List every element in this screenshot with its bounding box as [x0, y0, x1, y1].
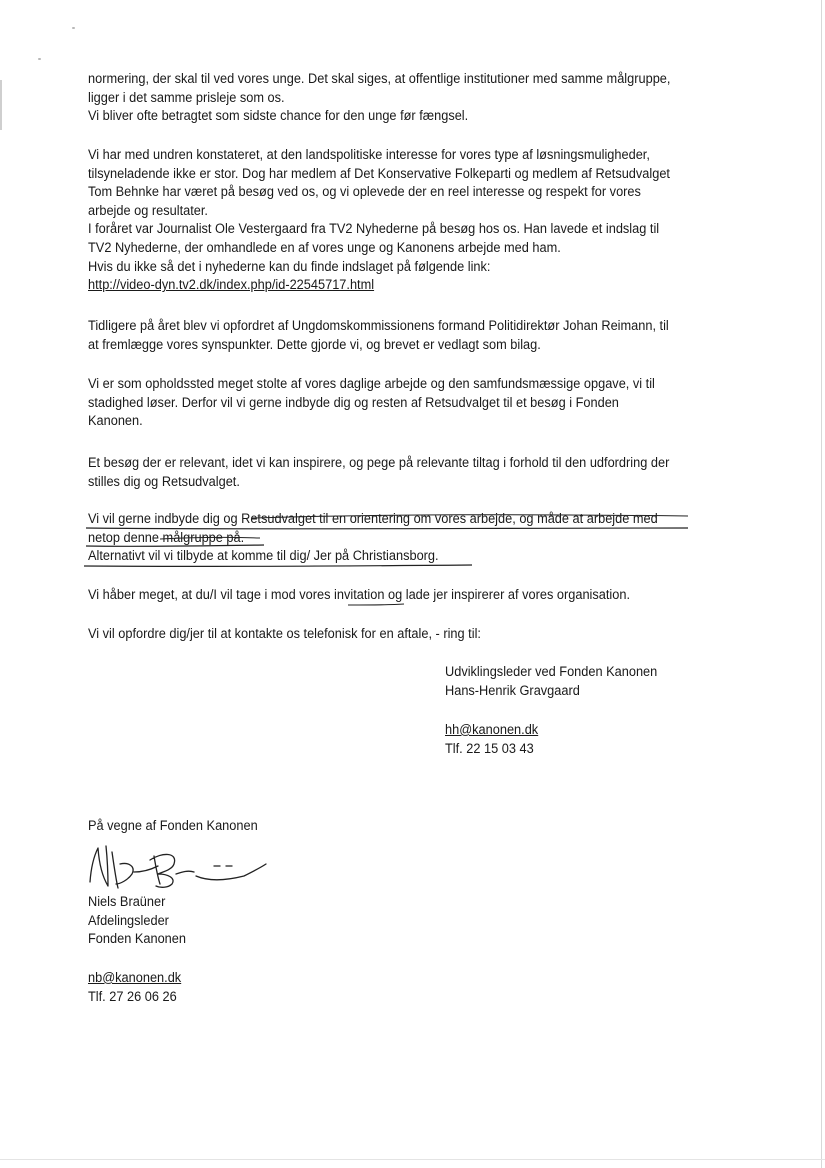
paragraph-invitation	[88, 375, 664, 431]
text-line: Kanonen.	[88, 413, 143, 430]
tv2-video-link[interactable]: http://video-dyn.tv2.dk/index.php/id-22545717.html	[88, 277, 375, 294]
scan-edge	[0, 1159, 825, 1160]
signatory-name: Niels Braüner	[88, 894, 166, 910]
signatory-block	[88, 893, 664, 949]
paragraph-commission	[88, 317, 669, 354]
contact-email-link[interactable]: hh@kanonen.dk	[445, 722, 539, 738]
paragraph-hope	[88, 586, 664, 605]
text-line: Vi vil gerne indbyde dig og Retsudvalget til en orientering om vores arbejde, og måde at arbejde med	[88, 511, 658, 527]
scan-speck	[38, 58, 41, 60]
signature	[90, 846, 266, 888]
signatory-role: Afdelingsleder	[88, 912, 169, 929]
contact-phone: Tlf. 22 15 03 43	[445, 740, 534, 757]
signatory-phone: Tlf. 27 26 06 26	[88, 988, 177, 1005]
text-line: normering, der skal til ved vores unge. Det skal siges, at offentlige institutioner med samme målgruppe,	[88, 71, 671, 87]
contact-name: Hans-Henrik Gravgaard	[445, 682, 580, 699]
text-line: I foråret var Journalist Ole Vestergaard fra TV2 Nyhederne på besøg hos os. Han lavede et indslag til	[88, 221, 660, 238]
text-line: Tom Behnke har været på besøg ved os, og vi oplevede der en reel interesse og respekt for vores	[88, 184, 641, 201]
closing-line	[88, 817, 664, 836]
text-line: Vi har med undren konstateret, at den landspolitiske interesse for vores type af løsningsmuligheder,	[88, 147, 650, 163]
paragraph-political-interest	[88, 146, 670, 295]
text-line: stilles dig og Retsudvalget.	[88, 473, 240, 490]
paragraph-call-to-action	[88, 625, 664, 644]
scan-edge	[0, 80, 2, 130]
text-line: TV2 Nyhederne, der omhandlede en af vores unge og Kanonens arbejde med ham.	[88, 239, 561, 256]
contact-block	[445, 663, 657, 700]
text-line: ligger i det samme prisleje som os.	[88, 89, 285, 106]
text-line: Tidligere på året blev vi opfordret af Ungdomskommissionens formand Politidirektør Johan Reimann, til	[88, 318, 669, 334]
text-line: Et besøg der er relevant, idet vi kan inspirere, og pege på relevante tiltag i forhold til den udfordring der	[88, 455, 670, 471]
paragraph-relevance	[88, 454, 670, 491]
scan-speck	[72, 27, 75, 29]
text-line: Alternativt vil vi tilbyde at komme til dig/ Jer på Christiansborg.	[88, 548, 439, 565]
text-line: Vi håber meget, at du/I vil tage i mod vores invitation og lade jer inspirerer af vores organisation.	[88, 587, 631, 603]
text-line: Hvis du ikke så det i nyhederne kan du finde indslaget på følgende link:	[88, 258, 491, 275]
text-line: arbejde og resultater.	[88, 202, 208, 219]
scan-edge	[821, 0, 822, 1168]
contact-title: Udviklingsleder ved Fonden Kanonen	[445, 664, 658, 680]
text-line: netop denne målgruppe på.	[88, 529, 245, 546]
signatory-email-link[interactable]: nb@kanonen.dk	[88, 970, 182, 986]
signatory-org: Fonden Kanonen	[88, 931, 186, 948]
text-line: tilsyneladende ikke er stor. Dog har medlem af Det Konservative Folkeparti og medlem af Retsudvalget	[88, 165, 670, 182]
contact-details	[445, 721, 538, 758]
paragraph-orientation-offer	[88, 510, 664, 566]
text-line: stadighed løser. Derfor vil vi gerne indbyde dig og resten af Retsudvalget til et besøg i Fonden	[88, 394, 619, 411]
text-line: Vi bliver ofte betragtet som sidste chance for den unge før fængsel.	[88, 108, 469, 125]
signatory-contact	[88, 969, 664, 1006]
text-line: Vi vil opfordre dig/jer til at kontakte os telefonisk for en aftale, - ring til:	[88, 626, 481, 642]
text-line: at fremlægge vores synspunkter. Dette gjorde vi, og brevet er vedlagt som bilag.	[88, 336, 541, 353]
text-line: Vi er som opholdssted meget stolte af vores daglige arbejde og den samfundsmæssige opgave, vi til	[88, 376, 655, 392]
paragraph-pricing	[88, 70, 671, 126]
closing-text: På vegne af Fonden Kanonen	[88, 818, 258, 834]
